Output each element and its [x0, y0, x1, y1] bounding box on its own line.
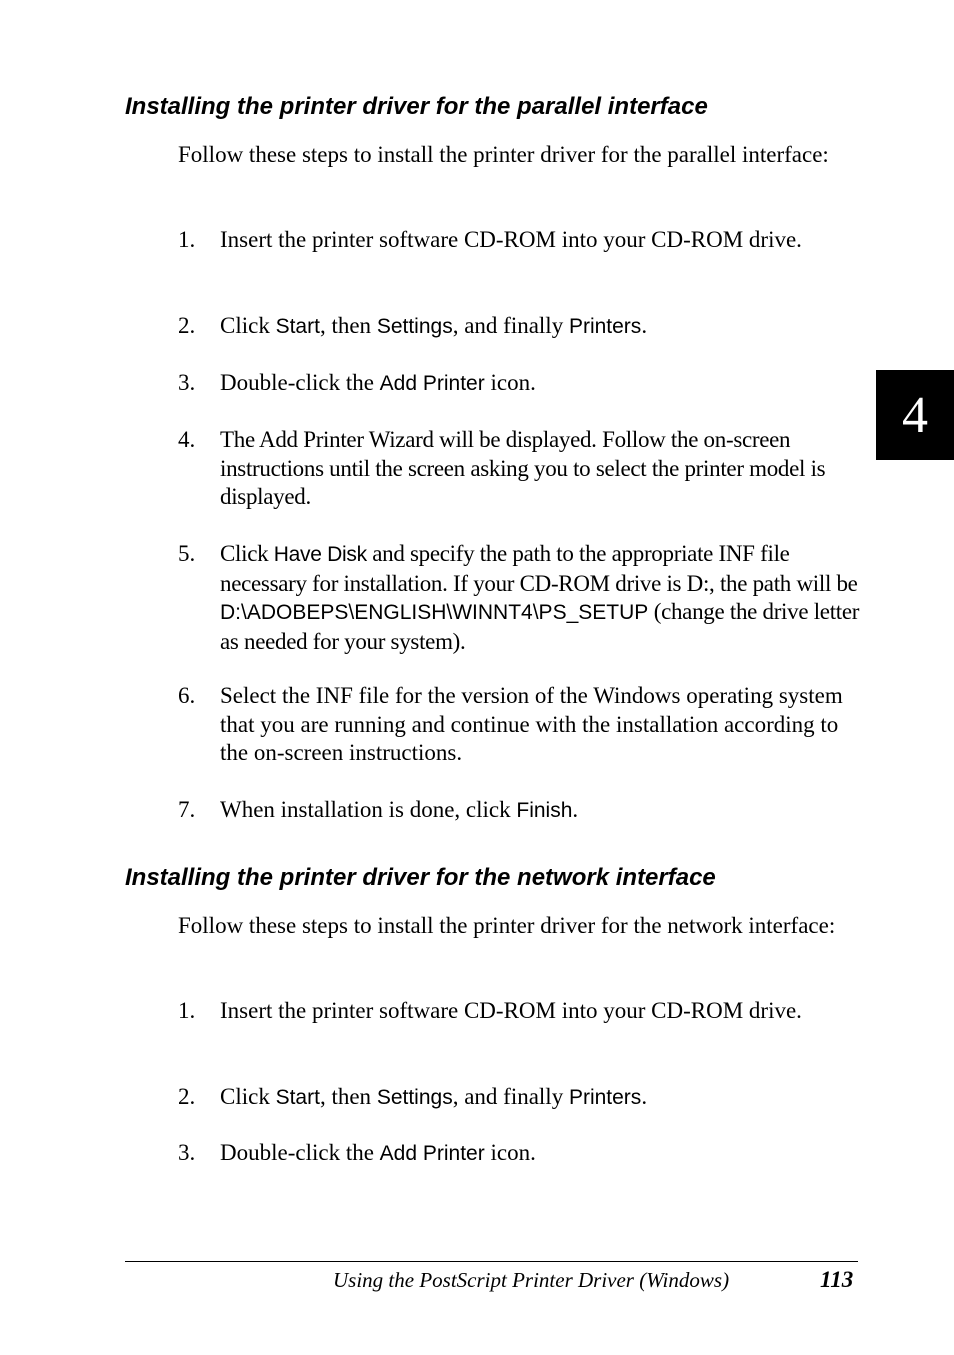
- ui-term-add-printer: Add Printer: [379, 372, 485, 395]
- list-item: [178, 369, 858, 399]
- step-number: 3.: [178, 370, 196, 395]
- step-text: When installation is done, click Finish.: [220, 797, 579, 822]
- ui-term-settings: Settings: [376, 1086, 453, 1109]
- step-number: 1.: [178, 998, 196, 1023]
- step-text: The Add Printer Wizard will be displayed. Follow the on-screen instructions until the screen asking you to select the printer model is displayed.: [220, 427, 826, 509]
- step-text: Click Have Disk and specify the path to the appropriate INF file necessary for installation. If your CD-ROM drive is D:, the path will be D:\ADOBEPS\ENGLISH\WINNT4\PS_SETUP (change the drive letter as needed for your system).: [220, 541, 860, 654]
- list-item: [178, 1083, 858, 1113]
- ui-term-finish: Finish: [516, 799, 573, 822]
- step-text: Select the INF file for the version of the Windows operating system that you are running and continue with the installation according to the on-screen instructions.: [220, 683, 843, 765]
- step-text: Double-click the Add Printer icon.: [220, 1140, 536, 1165]
- step-number: 4.: [178, 427, 196, 452]
- ui-term-printers: Printers: [568, 1086, 642, 1109]
- ui-term-printers: Printers: [568, 315, 642, 338]
- ui-term-add-printer: Add Printer: [379, 1142, 485, 1165]
- path-text: D:\ADOBEPS\ENGLISH\WINNT4\PS_SETUP: [220, 601, 649, 624]
- list-item: [178, 997, 858, 1026]
- list-item: [178, 312, 858, 342]
- step-number: 2.: [178, 313, 196, 338]
- intro-paragraph-parallel: Follow these steps to install the printer driver for the parallel interface:: [178, 142, 829, 167]
- chapter-tab: [876, 370, 954, 460]
- step-text: Double-click the Add Printer icon.: [220, 370, 536, 395]
- step-number: 1.: [178, 227, 196, 252]
- intro-paragraph-network: Follow these steps to install the printer driver for the network interface:: [178, 913, 836, 938]
- list-item: [178, 226, 858, 255]
- step-text: Insert the printer software CD-ROM into your CD-ROM drive.: [220, 227, 802, 252]
- list-item: [178, 1139, 858, 1169]
- step-text: Insert the printer software CD-ROM into your CD-ROM drive.: [220, 998, 802, 1023]
- step-number: 6.: [178, 683, 196, 708]
- step-number: 7.: [178, 797, 196, 822]
- step-number: 2.: [178, 1084, 196, 1109]
- chapter-number: 4: [902, 387, 928, 444]
- ui-term-settings: Settings: [376, 315, 453, 338]
- step-number: 3.: [178, 1140, 196, 1165]
- step-number: 5.: [178, 541, 196, 566]
- step-text: Click Start, then Settings, and finally Printers.: [220, 1084, 648, 1109]
- footer-title: Using the PostScript Printer Driver (Windows): [333, 1268, 730, 1292]
- section-heading-parallel: Installing the printer driver for the parallel interface: [125, 93, 708, 120]
- list-item: [178, 540, 858, 656]
- step-text: Click Start, then Settings, and finally Printers.: [220, 313, 648, 338]
- list-item: [178, 682, 858, 768]
- ui-term-start: Start: [275, 315, 320, 338]
- section-heading-network: Installing the printer driver for the network interface: [125, 864, 716, 891]
- ui-term-have-disk: Have Disk: [273, 543, 367, 566]
- page-number: 113: [820, 1267, 854, 1292]
- footer-rule: [125, 1261, 858, 1262]
- list-item: [178, 426, 858, 512]
- list-item: [178, 796, 858, 826]
- ui-term-start: Start: [275, 1086, 320, 1109]
